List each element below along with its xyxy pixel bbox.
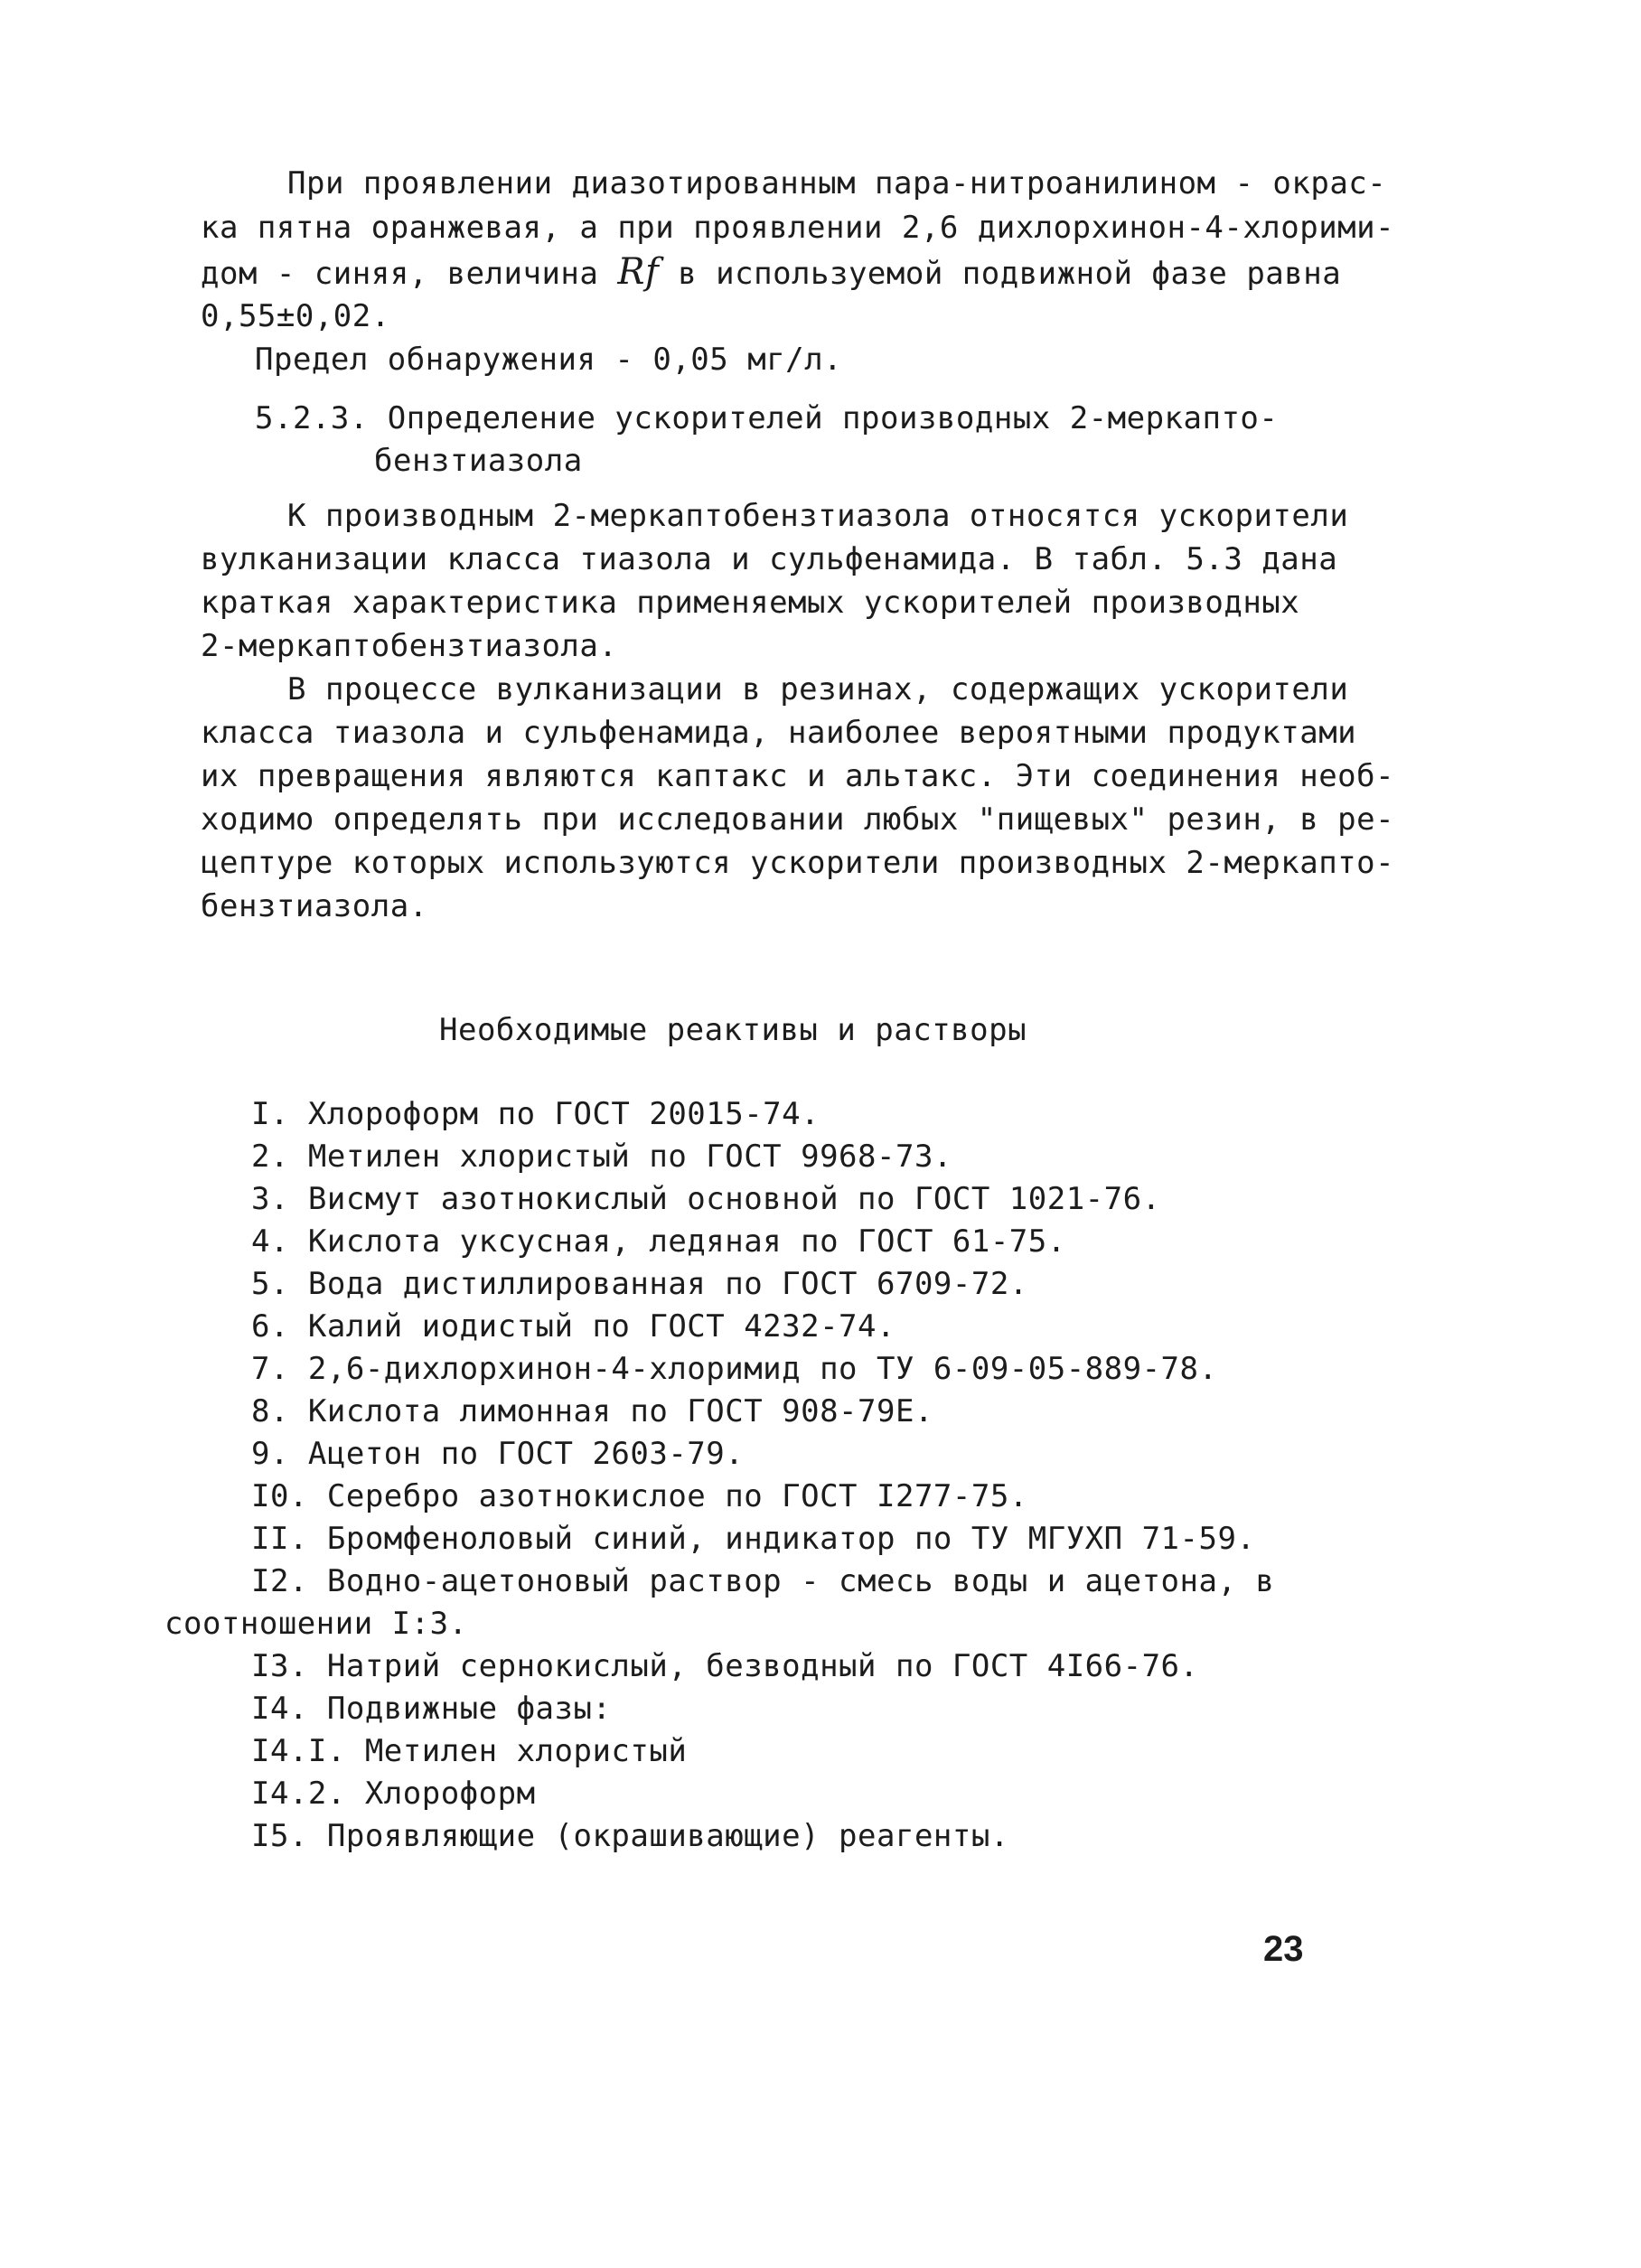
reagent-item: 5. Вода дистиллированная по ГОСТ 6709-72. <box>251 1266 1028 1302</box>
para2-line: В процессе вулканизации в резинах, содержащих ускорители <box>287 671 1349 708</box>
para2-line: класса тиазола и сульфенамида, наиболее вероятными продуктами <box>201 715 1357 751</box>
reagent-item: I0. Серебро азотнокислое по ГОСТ I277-75. <box>251 1478 1028 1514</box>
para1-line: вулканизации класса тиазола и сульфенамида. В табл. 5.3 дана <box>201 541 1338 577</box>
reagent-item: I3. Натрий сернокислый, безводный по ГОСТ 4I66-76. <box>251 1648 1199 1684</box>
para1-line: краткая характеристика применяемых ускорителей производных <box>201 585 1300 621</box>
reagent-item-continuation: соотношении I:3. <box>164 1606 468 1642</box>
section-heading-line-1: 5.2.3. Определение ускорителей производных 2-меркапто- <box>255 400 1279 436</box>
reagent-item: 7. 2,6-дихлорхинон-4-хлоримид по ТУ 6-09-05-889-78. <box>251 1351 1218 1387</box>
section-heading-line-2: бензтиазола <box>374 443 583 479</box>
intro-line-2: ка пятна оранжевая, а при проявлении 2,6 дихлорхинон-4-хлорими- <box>201 210 1395 246</box>
para2-line: их превращения являются каптакс и альтакс. Эти соединения необ- <box>201 758 1395 794</box>
reagent-item: 9. Ацетон по ГОСТ 2603-79. <box>251 1436 745 1472</box>
reagent-item: I2. Водно-ацетоновый раствор - смесь воды и ацетона, в <box>251 1563 1275 1599</box>
rf-symbol: Rf <box>617 251 660 293</box>
reagent-item: I5. Проявляющие (окрашивающие) реагенты. <box>251 1818 1009 1854</box>
reagents-title: Необходимые реактивы и растворы <box>439 1012 1027 1048</box>
intro-line-1: При проявлении диазотированным пара-нитроанилином - окрас- <box>287 165 1387 201</box>
para1-line: К производным 2-меркаптобензтиазола относятся ускорители <box>287 498 1349 534</box>
reagent-item: II. Бромфеноловый синий, индикатор по ТУ МГУХП 71-59. <box>251 1521 1256 1557</box>
para2-line: ходимо определять при исследовании любых "пищевых" резин, в ре- <box>201 801 1395 838</box>
para2-line: цептуре которых используются ускорители производных 2-меркапто- <box>201 845 1395 881</box>
intro-line-3-post: в используемой подвижной фазе равна <box>659 256 1342 292</box>
reagent-item: 8. Кислота лимонная по ГОСТ 908-79Е. <box>251 1393 933 1429</box>
para2-line: бензтиазола. <box>201 888 428 924</box>
reagent-item: I4. Подвижные фазы: <box>251 1691 612 1727</box>
intro-line-4: 0,55±0,02. <box>201 298 390 334</box>
reagent-item: 2. Метилен хлористый по ГОСТ 9968-73. <box>251 1139 952 1175</box>
intro-line-3 <box>201 251 1342 293</box>
reagent-item: 3. Висмут азотнокислый основной по ГОСТ 1021-76. <box>251 1181 1161 1217</box>
reagent-item: I4.2. Хлороформ <box>251 1776 536 1812</box>
reagent-item: 6. Калий иодистый по ГОСТ 4232-74. <box>251 1308 896 1345</box>
detection-limit-line: Предел обнаружения - 0,05 мг/л. <box>255 342 843 378</box>
reagent-item: I4.I. Метилен хлористый <box>251 1733 688 1769</box>
para1-line: 2-меркаптобензтиазола. <box>201 628 618 664</box>
reagent-item: 4. Кислота уксусная, ледяная по ГОСТ 61-75. <box>251 1223 1066 1260</box>
page-number: 23 <box>1263 1929 1304 1969</box>
reagent-item: I. Хлороформ по ГОСТ 20015-74. <box>251 1096 820 1132</box>
intro-line-3-pre: дом - синяя, величина <box>201 256 618 292</box>
